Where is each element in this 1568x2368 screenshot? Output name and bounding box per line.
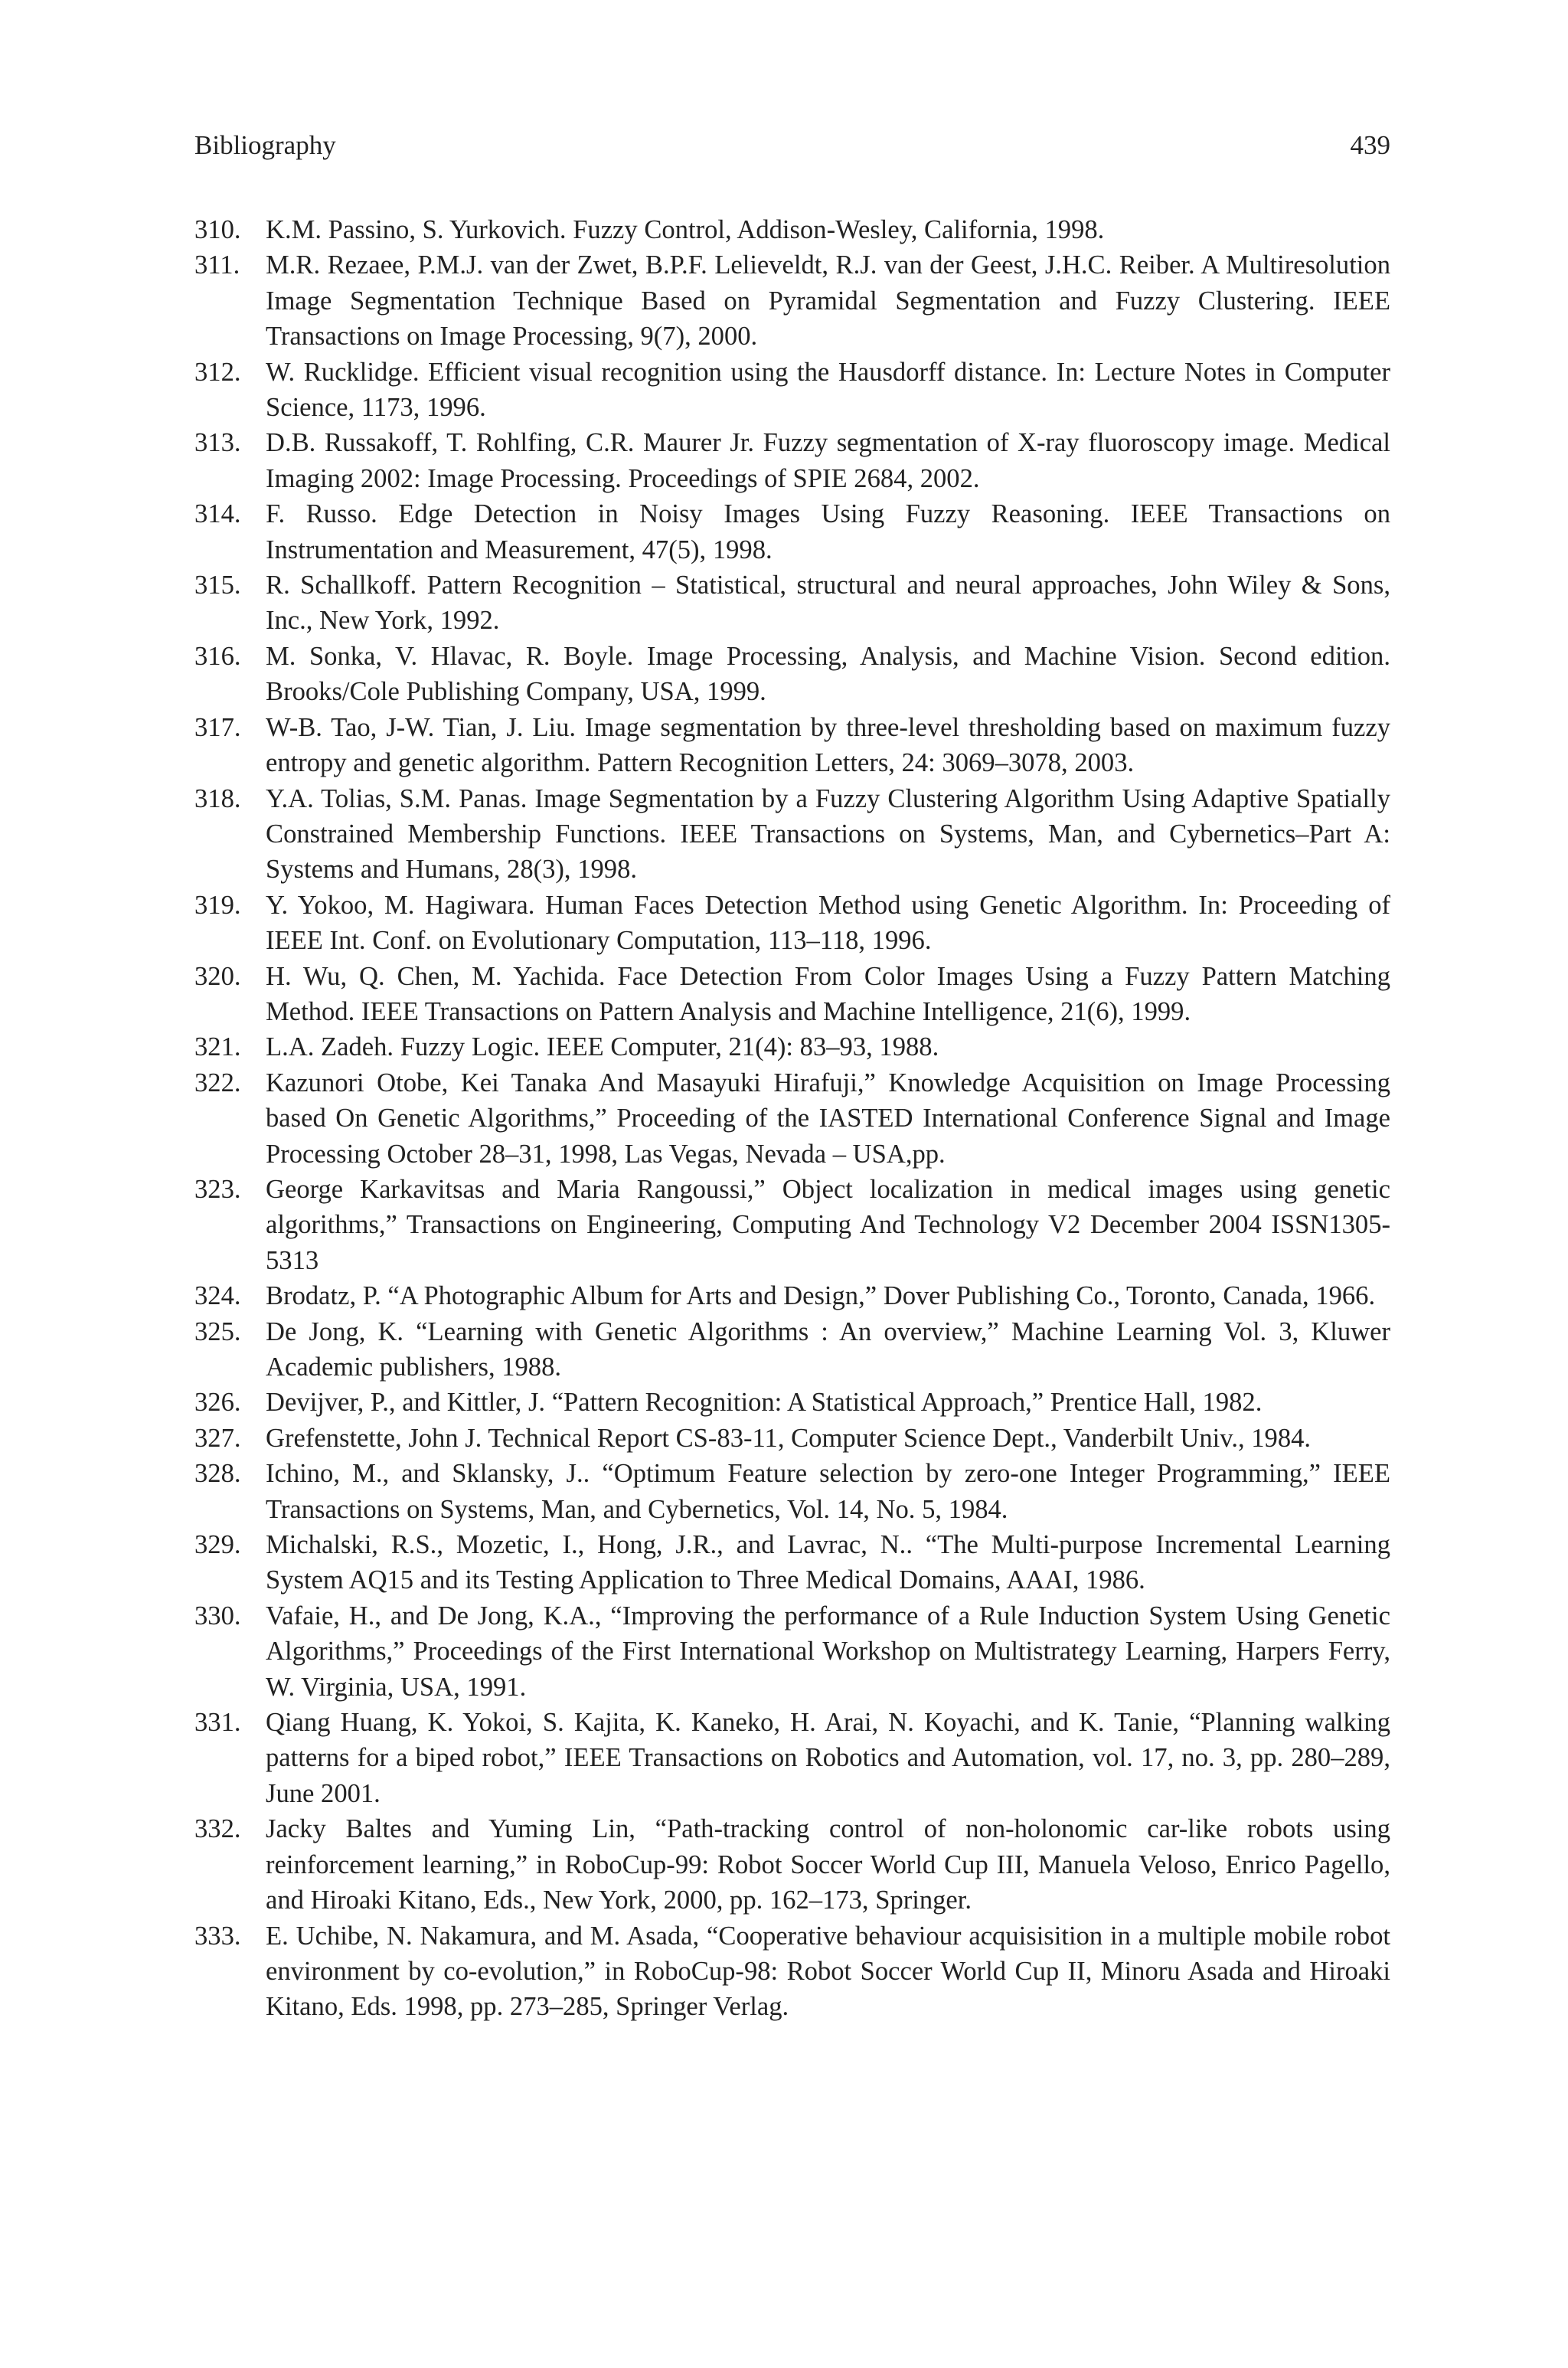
reference-entry bbox=[194, 425, 1390, 496]
reference-number: 332. bbox=[194, 1814, 241, 1844]
reference-text: Michalski, R.S., Mozetic, I., Hong, J.R., and Lavrac, N.. “The Multi-purpose Incremental Learning System AQ15 and its Testing Application to Three Medical Domains, AAAI, 1986. bbox=[266, 1530, 1390, 1595]
reference-number: 314. bbox=[194, 499, 241, 529]
reference-text: Brodatz, P. “A Photographic Album for Arts and Design,” Dover Publishing Co., Toronto, Canada, 1966. bbox=[266, 1281, 1376, 1311]
reference-entry bbox=[194, 1385, 1390, 1420]
reference-number: 331. bbox=[194, 1708, 241, 1738]
page-header bbox=[194, 127, 1390, 164]
reference-text: Ichino, M., and Sklansky, J.. “Optimum Feature selection by zero-one Integer Programming,” IEEE Transactions on Systems, Man, and Cybernetics, Vol. 14, No. 5, 1984. bbox=[266, 1459, 1390, 1524]
reference-entry bbox=[194, 959, 1390, 1030]
reference-number: 333. bbox=[194, 1921, 241, 1951]
reference-text: Jacky Baltes and Yuming Lin, “Path-tracking control of non-holonomic car-like robots using reinforcement learning,” in RoboCup-99: Robot Soccer World Cup III, Manuela Veloso, Enrico Pagello, and Hiroaki Kitano, Eds., New York, 2000, pp. 162–173, Springer. bbox=[266, 1814, 1390, 1915]
reference-entry bbox=[194, 355, 1390, 426]
reference-number: 312. bbox=[194, 357, 241, 387]
reference-text: W. Rucklidge. Efficient visual recognition using the Hausdorff distance. In: Lecture Notes in Computer Science, 1173, 1996. bbox=[266, 357, 1390, 423]
reference-entry bbox=[194, 1314, 1390, 1385]
reference-entry bbox=[194, 781, 1390, 888]
reference-entry bbox=[194, 1705, 1390, 1811]
reference-number: 325. bbox=[194, 1316, 241, 1346]
reference-entry bbox=[194, 1278, 1390, 1313]
reference-text: R. Schallkoff. Pattern Recognition – Statistical, structural and neural approaches, John Wiley & Sons, Inc., New York, 1992. bbox=[266, 571, 1390, 636]
reference-text: Grefenstette, John J. Technical Report CS-83-11, Computer Science Dept., Vanderbilt Univ., 1984. bbox=[266, 1423, 1312, 1453]
reference-entry bbox=[194, 212, 1390, 247]
reference-text: F. Russo. Edge Detection in Noisy Images Using Fuzzy Reasoning. IEEE Transactions on Instrumentation and Measurement, 47(5), 1998. bbox=[266, 499, 1390, 564]
reference-number: 330. bbox=[194, 1601, 241, 1630]
reference-text: M. Sonka, V. Hlavac, R. Boyle. Image Processing, Analysis, and Machine Vision. Second edition. Brooks/Cole Publishing Company, USA, 1999. bbox=[266, 641, 1390, 707]
reference-text: W-B. Tao, J-W. Tian, J. Liu. Image segmentation by three-level thresholding based on maximum fuzzy entropy and genetic algorithm. Pattern Recognition Letters, 24: 3069–3078, 2003. bbox=[266, 712, 1390, 778]
reference-number: 317. bbox=[194, 712, 241, 742]
reference-number: 319. bbox=[194, 890, 241, 920]
reference-text: H. Wu, Q. Chen, M. Yachida. Face Detection From Color Images Using a Fuzzy Pattern Matching Method. IEEE Transactions on Pattern Analysis and Machine Intelligence, 21(6), 1999. bbox=[266, 961, 1390, 1026]
reference-text: Devijver, P., and Kittler, J. “Pattern Recognition: A Statistical Approach,” Prentice Hall, 1982. bbox=[266, 1388, 1263, 1418]
reference-number: 311. bbox=[194, 250, 240, 280]
reference-number: 326. bbox=[194, 1388, 241, 1418]
page-number: 439 bbox=[1350, 130, 1390, 160]
reference-entry bbox=[194, 1172, 1390, 1278]
reference-number: 316. bbox=[194, 641, 241, 671]
reference-entry bbox=[194, 639, 1390, 710]
reference-number: 313. bbox=[194, 428, 241, 458]
reference-number: 318. bbox=[194, 783, 241, 813]
reference-list bbox=[194, 212, 1390, 2025]
reference-number: 323. bbox=[194, 1174, 241, 1204]
reference-text: Kazunori Otobe, Kei Tanaka And Masayuki Hirafuji,” Knowledge Acquisition on Image Processing based On Genetic Algorithms,” Proceeding of the IASTED International Conference Signal and Image Processing October 28–31, 1998, Las Vegas, Nevada – USA,pp. bbox=[266, 1068, 1390, 1169]
running-title: Bibliography bbox=[194, 130, 336, 160]
reference-number: 310. bbox=[194, 215, 241, 244]
reference-number: 320. bbox=[194, 961, 241, 991]
reference-entry bbox=[194, 1527, 1390, 1598]
reference-text: M.R. Rezaee, P.M.J. van der Zwet, B.P.F. Lelieveldt, R.J. van der Geest, J.H.C. Reiber. A Multiresolution Image Segmentation Technique Based on Pyramidal Segmentation and Fuzzy Clustering. IEEE Transactions on Image Processing, 9(7), 2000. bbox=[266, 250, 1390, 352]
reference-text: George Karkavitsas and Maria Rangoussi,” Object localization in medical images using genetic algorithms,” Transactions on Engineering, Computing And Technology V2 December 2004 ISSN1305-5313 bbox=[266, 1174, 1390, 1275]
reference-text: K.M. Passino, S. Yurkovich. Fuzzy Control, Addison-Wesley, California, 1998. bbox=[266, 215, 1105, 244]
reference-entry bbox=[194, 1065, 1390, 1172]
reference-entry bbox=[194, 567, 1390, 639]
reference-number: 327. bbox=[194, 1423, 241, 1453]
reference-text: L.A. Zadeh. Fuzzy Logic. IEEE Computer, 21(4): 83–93, 1988. bbox=[266, 1032, 939, 1062]
reference-number: 328. bbox=[194, 1459, 241, 1489]
reference-entry bbox=[194, 1456, 1390, 1527]
reference-entry bbox=[194, 710, 1390, 781]
reference-number: 324. bbox=[194, 1281, 241, 1311]
reference-number: 315. bbox=[194, 571, 241, 600]
reference-text: De Jong, K. “Learning with Genetic Algorithms : An overview,” Machine Learning Vol. 3, Kluwer Academic publishers, 1988. bbox=[266, 1316, 1390, 1382]
reference-entry bbox=[194, 1598, 1390, 1705]
reference-entry bbox=[194, 1918, 1390, 2025]
reference-entry bbox=[194, 496, 1390, 567]
reference-text: Y.A. Tolias, S.M. Panas. Image Segmentation by a Fuzzy Clustering Algorithm Using Adaptive Spatially Constrained Membership Functions. IEEE Transactions on Systems, Man, and Cybernetics–Part A: Systems and Humans, 28(3), 1998. bbox=[266, 783, 1390, 885]
reference-entry bbox=[194, 888, 1390, 959]
reference-entry bbox=[194, 1811, 1390, 1918]
reference-number: 329. bbox=[194, 1530, 241, 1560]
reference-text: E. Uchibe, N. Nakamura, and M. Asada, “Cooperative behaviour acquisisition in a multiple mobile robot environment by co-evolution,” in RoboCup-98: Robot Soccer World Cup II, Minoru Asada and Hiroaki Kitano, Eds. 1998, pp. 273–285, Springer Verlag. bbox=[266, 1921, 1390, 2022]
reference-text: Qiang Huang, K. Yokoi, S. Kajita, K. Kaneko, H. Arai, N. Koyachi, and K. Tanie, “Planning walking patterns for a biped robot,” IEEE Transactions on Robotics and Automation, vol. 17, no. 3, pp. 280–289, June 2001. bbox=[266, 1708, 1390, 1808]
reference-text: D.B. Russakoff, T. Rohlfing, C.R. Maurer Jr. Fuzzy segmentation of X-ray fluoroscopy image. Medical Imaging 2002: Image Processing. Proceedings of SPIE 2684, 2002. bbox=[266, 428, 1390, 493]
reference-entry bbox=[194, 1421, 1390, 1456]
reference-text: Vafaie, H., and De Jong, K.A., “Improving the performance of a Rule Induction System Using Genetic Algorithms,” Proceedings of the First International Workshop on Multistrategy Learning, Harpers Ferry, W. Virginia, USA, 1991. bbox=[266, 1601, 1390, 1702]
reference-entry bbox=[194, 1029, 1390, 1065]
reference-text: Y. Yokoo, M. Hagiwara. Human Faces Detection Method using Genetic Algorithm. In: Proceeding of IEEE Int. Conf. on Evolutionary Computation, 113–118, 1996. bbox=[266, 890, 1390, 956]
reference-number: 321. bbox=[194, 1032, 241, 1062]
reference-entry bbox=[194, 247, 1390, 354]
reference-number: 322. bbox=[194, 1068, 241, 1097]
